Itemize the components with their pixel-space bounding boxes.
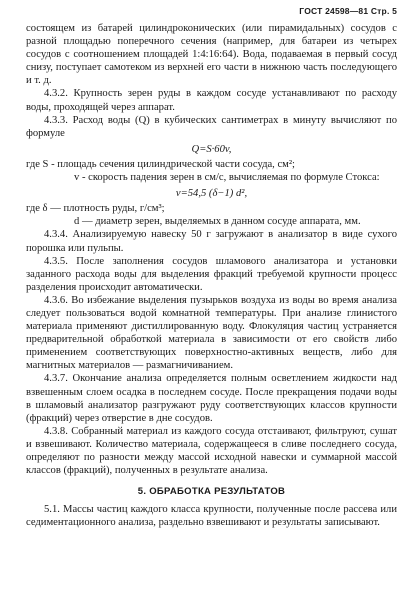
where-delta-definition: где δ — плотность руды, г/см³; xyxy=(26,203,165,215)
paragraph-continuation: состоящем из батарей цилиндроконических (или пирамидальных) сосудов с разной площадью поперечного сечения (например, для батареи из четырех сосудов с соотношением площадей 1:4:16:64). Вода, подаваемая в первый сосуд снизу, поступает самотеком из верхней его части в нижнюю часть последующего и т. д. xyxy=(26,23,397,87)
formula-flow-rate: Q=S·60v, xyxy=(191,143,232,155)
paragraph-4-3-3: 4.3.3. Расход воды (Q) в кубических сантиметрах в минуту вычисляют по формуле xyxy=(26,114,397,139)
where-v-definition: v - скорость падения зерен в см/с, вычисляемая по формуле Стокса: xyxy=(74,172,380,184)
paragraph-5-1: 5.1. Массы частиц каждого класса крупности, полученные после рассева или седиментационного анализа, раздельно взвешивают и результаты записывают. xyxy=(26,504,397,529)
paragraph-4-3-7: 4.3.7. Окончание анализа определяется полным осветлением жидкости над взвешенным слоем осадка в последнем сосуде. После прекращения подачи воды в шламовый анализатор разгружают руду соответствующих классов крупности (фракций) через отверстие в дне сосудов. xyxy=(26,373,397,424)
paragraph-4-3-5: 4.3.5. После заполнения сосудов шламового анализатора и установки заданного расхода воды для выделения фракций требуемой крупности процесс разделения происходит автоматически. xyxy=(26,255,397,293)
paragraph-4-3-2: 4.3.2. Крупность зерен руды в каждом сосуде устанавливают по расходу воды, проходящей через аппарат. xyxy=(26,88,397,113)
paragraph-4-3-8: 4.3.8. Собранный материал из каждого сосуда отстаивают, фильтруют, сушат и взвешивают. Количество материала, содержащееся в сливе последнего сосуда, определяют по разности между массой исходной навески и суммарной массой классов (фракций), полученных в результате анализа. xyxy=(26,425,397,477)
page-header: ГОСТ 24598—81 Стр. 5 xyxy=(299,6,397,16)
page-content xyxy=(26,22,397,529)
where-s-definition: где S - площадь сечения цилиндрической части сосуда, см²; xyxy=(26,158,296,170)
where-d-definition: d — диаметр зерен, выделяемых в данном сосуде аппарата, мм. xyxy=(74,216,361,228)
formula-stokes: v=54,5 (δ−1) d², xyxy=(175,188,248,200)
paragraph-4-3-6: 4.3.6. Во избежание выделения пузырьков воздуха из воды во время анализа следует пользоваться водой комнатной температуры. При анализе глинистого материала применяют дистиллированную воду. Флокуляция частиц устраняется предварительной обработкой материала в зависимости от его свойств либо применением соответствующих поверхностно-активных веществ, либо для магнитных материалов — размагничиванием. xyxy=(26,294,397,372)
section-heading-5: 5. ОБРАБОТКА РЕЗУЛЬТАТОВ xyxy=(137,486,286,498)
paragraph-4-3-4: 4.3.4. Анализируемую навеску 50 г загружают в анализатор в виде сухого порошка или пульпы. xyxy=(26,229,397,254)
